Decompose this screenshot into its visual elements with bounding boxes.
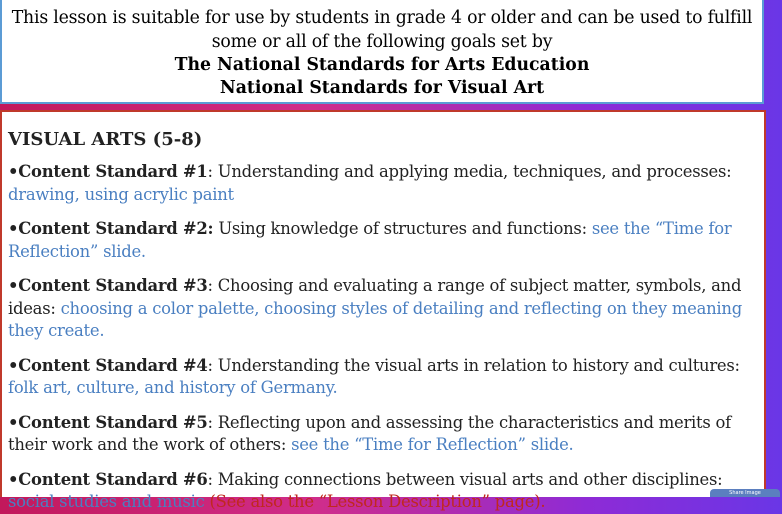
header-box xyxy=(0,0,764,104)
header-intro: This lesson is suitable for use by students in grade 4 or older and can be used to fulfill some or all of the following goals set by xyxy=(11,8,753,52)
standards-box xyxy=(0,110,766,511)
standard-activity: see the “Time for Reflection” slide. xyxy=(8,219,732,261)
standard-label: •Content Standard #3 xyxy=(8,276,208,295)
standard-label: •Content Standard #2: xyxy=(8,219,214,238)
standard-separator: : xyxy=(207,276,218,295)
standard-separator: : xyxy=(207,162,218,181)
standard-text: Understanding and applying media, techniques, and processes: xyxy=(217,162,732,181)
section-title: VISUAL ARTS (5-8) xyxy=(8,129,203,150)
standard-text: Using knowledge of structures and functions: xyxy=(218,219,592,238)
content-standard-4 xyxy=(8,355,764,400)
standard-label: •Content Standard #6 xyxy=(8,469,208,489)
standard-activity: choosing a color palette, choosing styles of detailing and reflecting on they meaning they create. xyxy=(8,298,742,340)
standard-text: Making connections between visual arts and other disciplines: xyxy=(217,469,723,489)
standard-text: Reflecting upon and assessing the characteristics and merits of their work and the work of others: xyxy=(8,412,731,454)
content-standard-1 xyxy=(8,161,764,206)
content-standard-5 xyxy=(8,412,764,457)
standard-label: •Content Standard #1 xyxy=(8,162,208,181)
header-org-line-1: The National Standards for Arts Education xyxy=(174,55,590,75)
header-org-line-2: National Standards for Visual Art xyxy=(219,78,545,98)
standard-separator: : xyxy=(207,412,218,432)
standard-text: Choosing and evaluating a range of subject matter, symbols, and ideas: xyxy=(8,276,742,318)
content-standard-6 xyxy=(8,469,764,514)
standard-activity: see the “Time for Reflection” slide. xyxy=(291,435,574,454)
standard-separator: : xyxy=(207,469,218,489)
content-standard-2 xyxy=(8,218,764,263)
standard-separator: : xyxy=(207,355,218,375)
standard-activity: folk art, culture, and history of Germany. xyxy=(8,378,338,397)
lesson-description-note: (See also the “Lesson Description” page). xyxy=(204,492,546,511)
standard-text: Understanding the visual arts in relation to history and cultures: xyxy=(217,355,740,375)
standard-activity: drawing, using acrylic paint xyxy=(8,184,234,204)
standard-activity: social studies and music xyxy=(8,492,205,511)
standard-label: •Content Standard #4 xyxy=(8,355,208,375)
content-standard-3 xyxy=(8,275,764,343)
share-image-button[interactable]: Share Image xyxy=(710,489,780,497)
standard-label: •Content Standard #5 xyxy=(8,412,208,432)
